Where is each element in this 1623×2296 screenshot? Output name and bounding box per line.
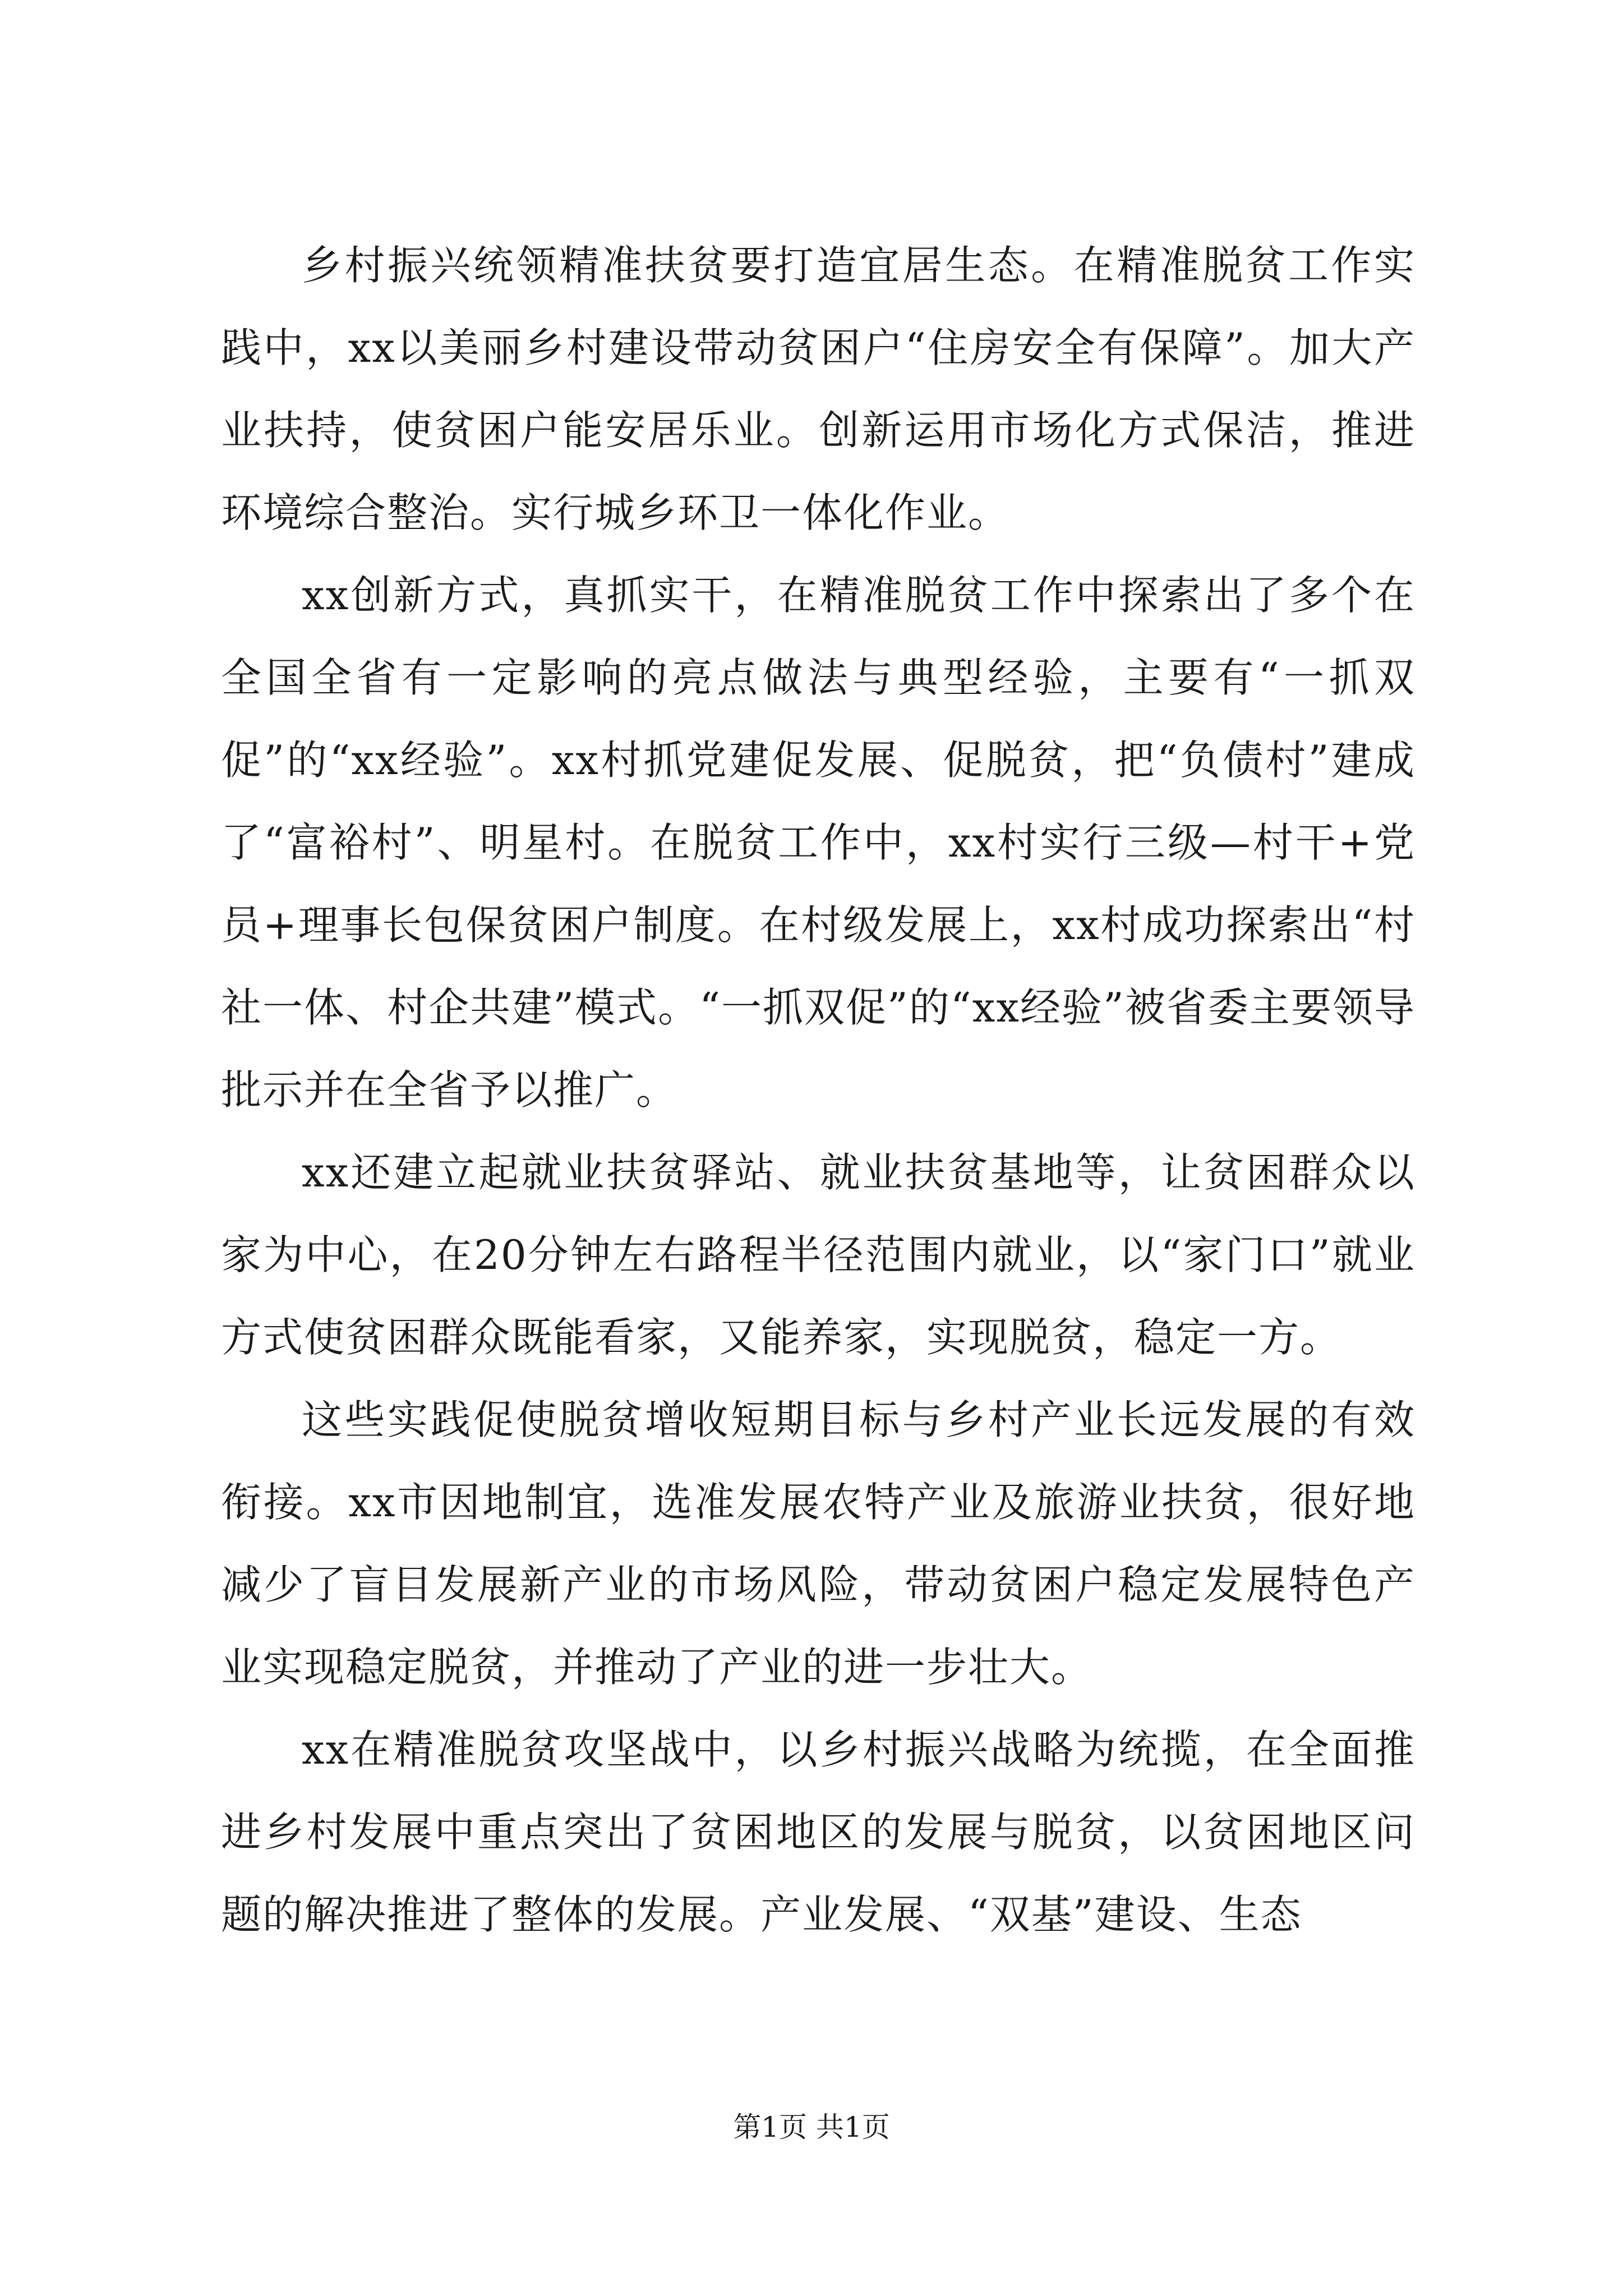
- paragraph-3: xx还建立起就业扶贫驿站、就业扶贫基地等，让贫困群众以家为中心，在20分钟左右路程半径范围内就业，以“家门口”就业方式使贫困群众既能看家，又能养家，实现脱贫，稳定一方。: [221, 1149, 1415, 1361]
- paragraph-1: 乡村振兴统领精准扶贫要打造宜居生态。在精准脱贫工作实践中，xx以美丽乡村建设带动贫困户“住房安全有保障”。加大产业扶持，使贫困户能安居乐业。创新运用市场化方式保洁，推进环境综合整治。实行城乡环卫一体化作业。: [221, 242, 1415, 536]
- page-footer: 第1页 共1页: [733, 2111, 890, 2143]
- paragraph-4: 这些实践促使脱贫增收短期目标与乡村产业长远发展的有效衔接。xx市因地制宜，选准发展农特产业及旅游业扶贫，很好地减少了盲目发展新产业的市场风险，带动贫困户稳定发展特色产业实现稳定脱贫，并推动了产业的进一步壮大。: [221, 1396, 1415, 1691]
- paragraph-2: xx创新方式，真抓实干，在精准脱贫工作中探索出了多个在全国全省有一定影响的亮点做法与典型经验，主要有“一抓双促”的“xx经验”。xx村抓党建促发展、促脱贫，把“负债村”建成了“富裕村”、明星村。在脱贫工作中，xx村实行三级—村干+党员+理事长包保贫困户制度。在村级发展上，xx村成功探索出“村社一体、村企共建”模式。“一抓双促”的“xx经验”被省委主要领导批示并在全省予以推广。: [221, 572, 1415, 1114]
- document-body: [221, 224, 1415, 1956]
- paragraph-5: xx在精准脱贫攻坚战中，以乡村振兴战略为统揽，在全面推进乡村发展中重点突出了贫困地区的发展与脱贫，以贫困地区问题的解决推进了整体的发展。产业发展、“双基”建设、生态: [221, 1726, 1415, 1938]
